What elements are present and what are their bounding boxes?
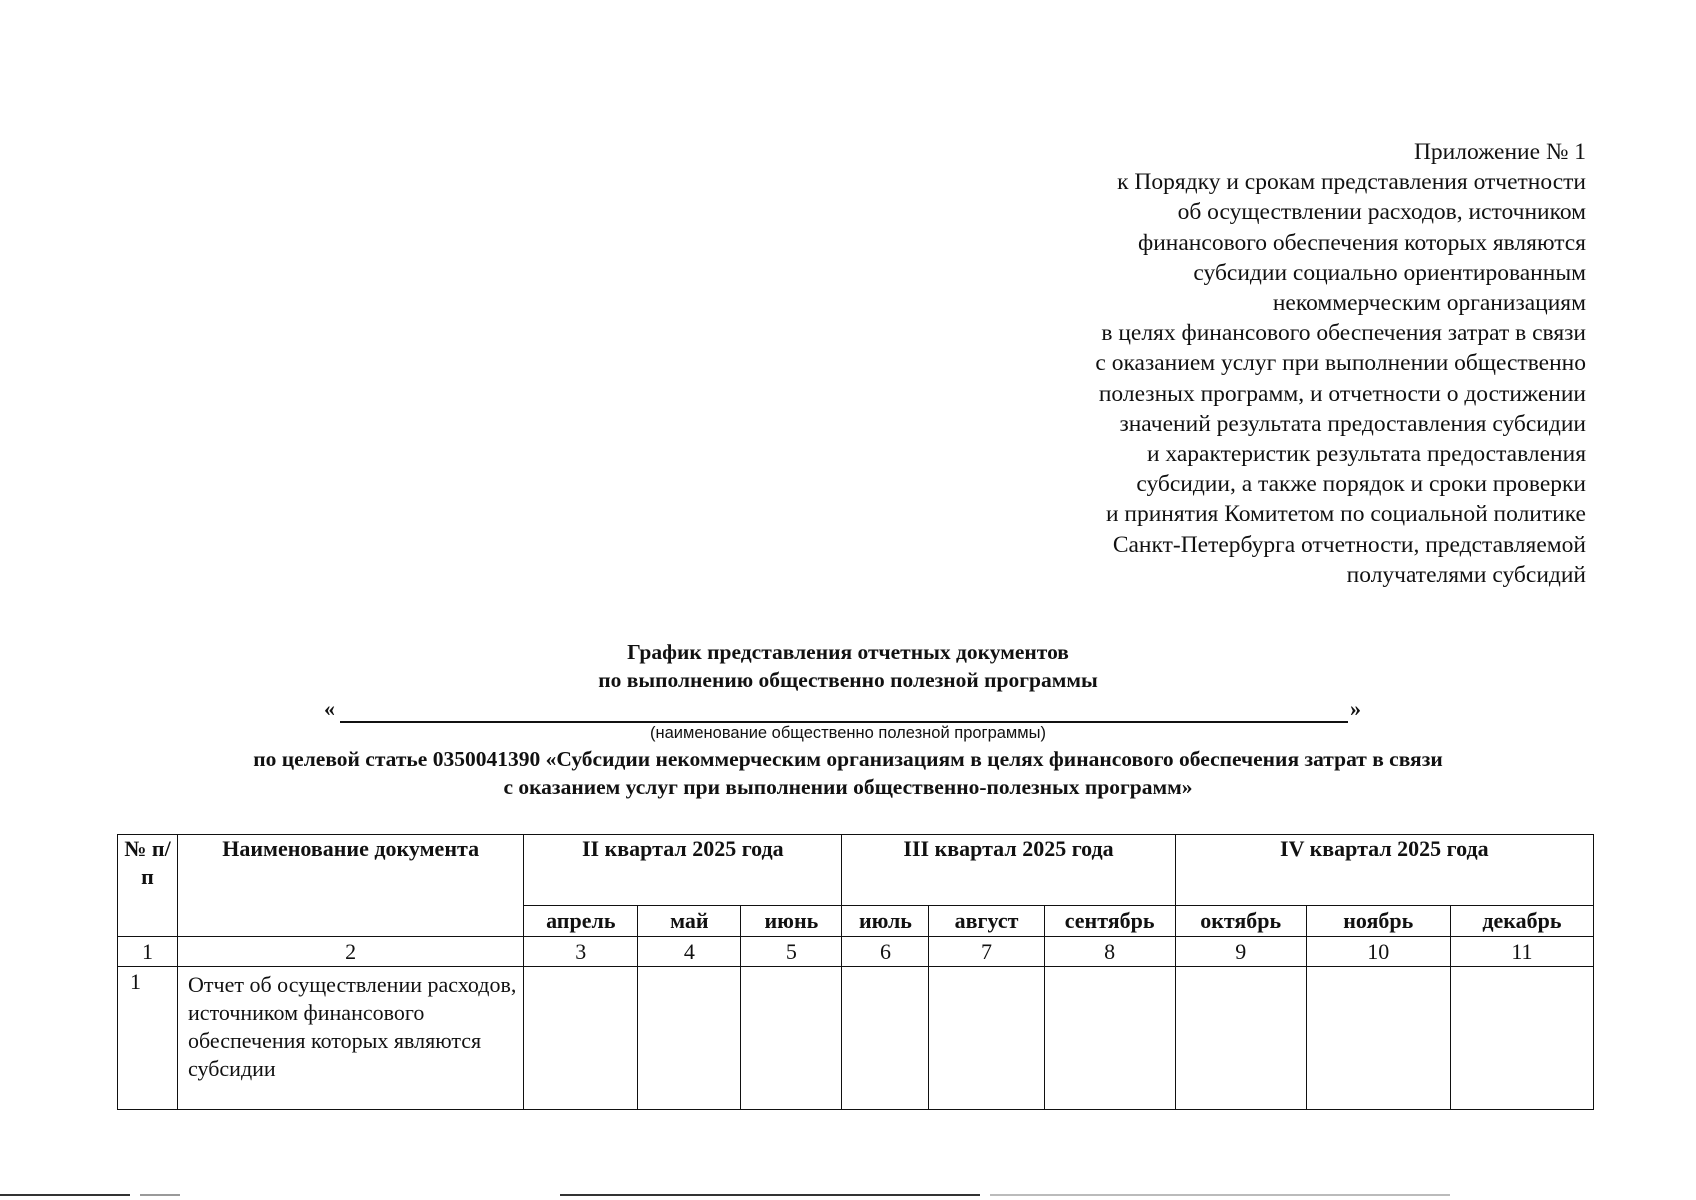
- appendix-line: об осуществлении расходов, источником: [1177, 199, 1586, 226]
- appendix-line: полезных программ, и отчетности о достижении: [1098, 380, 1586, 407]
- column-number: 7: [929, 937, 1044, 967]
- appendix-header: [966, 137, 1586, 590]
- appendix-line: с оказанием услуг при выполнении общественно: [1095, 350, 1586, 377]
- target-article-line2: с оказанием услуг при выполнении общественно-полезных программ»: [503, 775, 1193, 799]
- program-name-caption: (наименование общественно полезной программы): [650, 724, 1046, 742]
- reporting-schedule-table: [117, 834, 1594, 1110]
- column-number: 11: [1450, 937, 1593, 967]
- scan-mark: [140, 1194, 180, 1196]
- table-row: [118, 967, 1594, 1110]
- appendix-line: субсидии социально ориентированным: [1193, 259, 1586, 286]
- appendix-line: Санкт-Петербурга отчетности, представляемой: [1112, 531, 1586, 558]
- month-cell-april[interactable]: [524, 967, 638, 1110]
- appendix-line: к Порядку и срокам представления отчетности: [1117, 169, 1586, 196]
- row-index: 1: [118, 967, 178, 1110]
- column-number: 1: [118, 937, 178, 967]
- month-header: июль: [842, 906, 929, 937]
- target-article-line1: по целевой статье 0350041390 «Субсидии некоммерческим организациям в целях финансового обеспечения затрат в связи: [253, 747, 1443, 771]
- program-name-blank[interactable]: [340, 721, 1348, 723]
- program-name-quote-close: »: [1350, 696, 1361, 721]
- program-name-quote-open: «: [324, 696, 335, 721]
- month-cell-december[interactable]: [1450, 967, 1593, 1110]
- appendix-line: значений результата предоставления субсидии: [1119, 410, 1586, 437]
- column-header-quarter-2: II квартал 2025 года: [524, 835, 842, 906]
- column-number: 2: [178, 937, 524, 967]
- column-number: 4: [638, 937, 741, 967]
- month-header: август: [929, 906, 1044, 937]
- column-header-quarter-3: III квартал 2025 года: [842, 835, 1175, 906]
- appendix-line: в целях финансового обеспечения затрат в связи: [1101, 320, 1586, 347]
- column-header-document: Наименование документа: [178, 835, 524, 937]
- column-number: 8: [1044, 937, 1175, 967]
- month-header: сентябрь: [1044, 906, 1175, 937]
- column-number: 10: [1306, 937, 1450, 967]
- month-cell-may[interactable]: [638, 967, 741, 1110]
- document-title: График представления отчетных документов: [627, 640, 1069, 664]
- appendix-line: некоммерческим организациям: [1272, 290, 1586, 317]
- row-document-name: Отчет об осуществлении расходов, источником финансового обеспечения которых являются субсидии: [178, 967, 524, 1110]
- appendix-line: финансового обеспечения которых являются: [1138, 229, 1586, 256]
- scan-artifact-marks: [0, 1192, 1696, 1200]
- scan-mark: [990, 1194, 1450, 1196]
- month-header: июнь: [741, 906, 842, 937]
- month-header: ноябрь: [1306, 906, 1450, 937]
- appendix-line: Приложение № 1: [1413, 139, 1586, 165]
- month-cell-august[interactable]: [929, 967, 1044, 1110]
- month-cell-september[interactable]: [1044, 967, 1175, 1110]
- month-header: декабрь: [1450, 906, 1593, 937]
- column-number-row: [118, 937, 1594, 967]
- column-number: 5: [741, 937, 842, 967]
- month-header: май: [638, 906, 741, 937]
- appendix-line: субсидии, а также порядок и сроки проверки: [1136, 471, 1586, 498]
- column-number: 6: [842, 937, 929, 967]
- appendix-line: получателями субсидий: [1346, 561, 1586, 588]
- scan-mark: [560, 1194, 980, 1196]
- month-header: октябрь: [1175, 906, 1306, 937]
- appendix-line: и характеристик результата предоставления: [1146, 441, 1586, 468]
- column-number: 3: [524, 937, 638, 967]
- column-header-quarter-4: IV квартал 2025 года: [1175, 835, 1593, 906]
- document-subtitle: по выполнению общественно полезной программы: [598, 668, 1098, 692]
- month-header: апрель: [524, 906, 638, 937]
- month-cell-october[interactable]: [1175, 967, 1306, 1110]
- month-cell-november[interactable]: [1306, 967, 1450, 1110]
- column-number: 9: [1175, 937, 1306, 967]
- appendix-line: и принятия Комитетом по социальной политике: [1105, 501, 1586, 528]
- month-cell-june[interactable]: [741, 967, 842, 1110]
- column-header-number: № п/п: [118, 835, 178, 937]
- month-cell-july[interactable]: [842, 967, 929, 1110]
- scan-mark: [0, 1194, 130, 1196]
